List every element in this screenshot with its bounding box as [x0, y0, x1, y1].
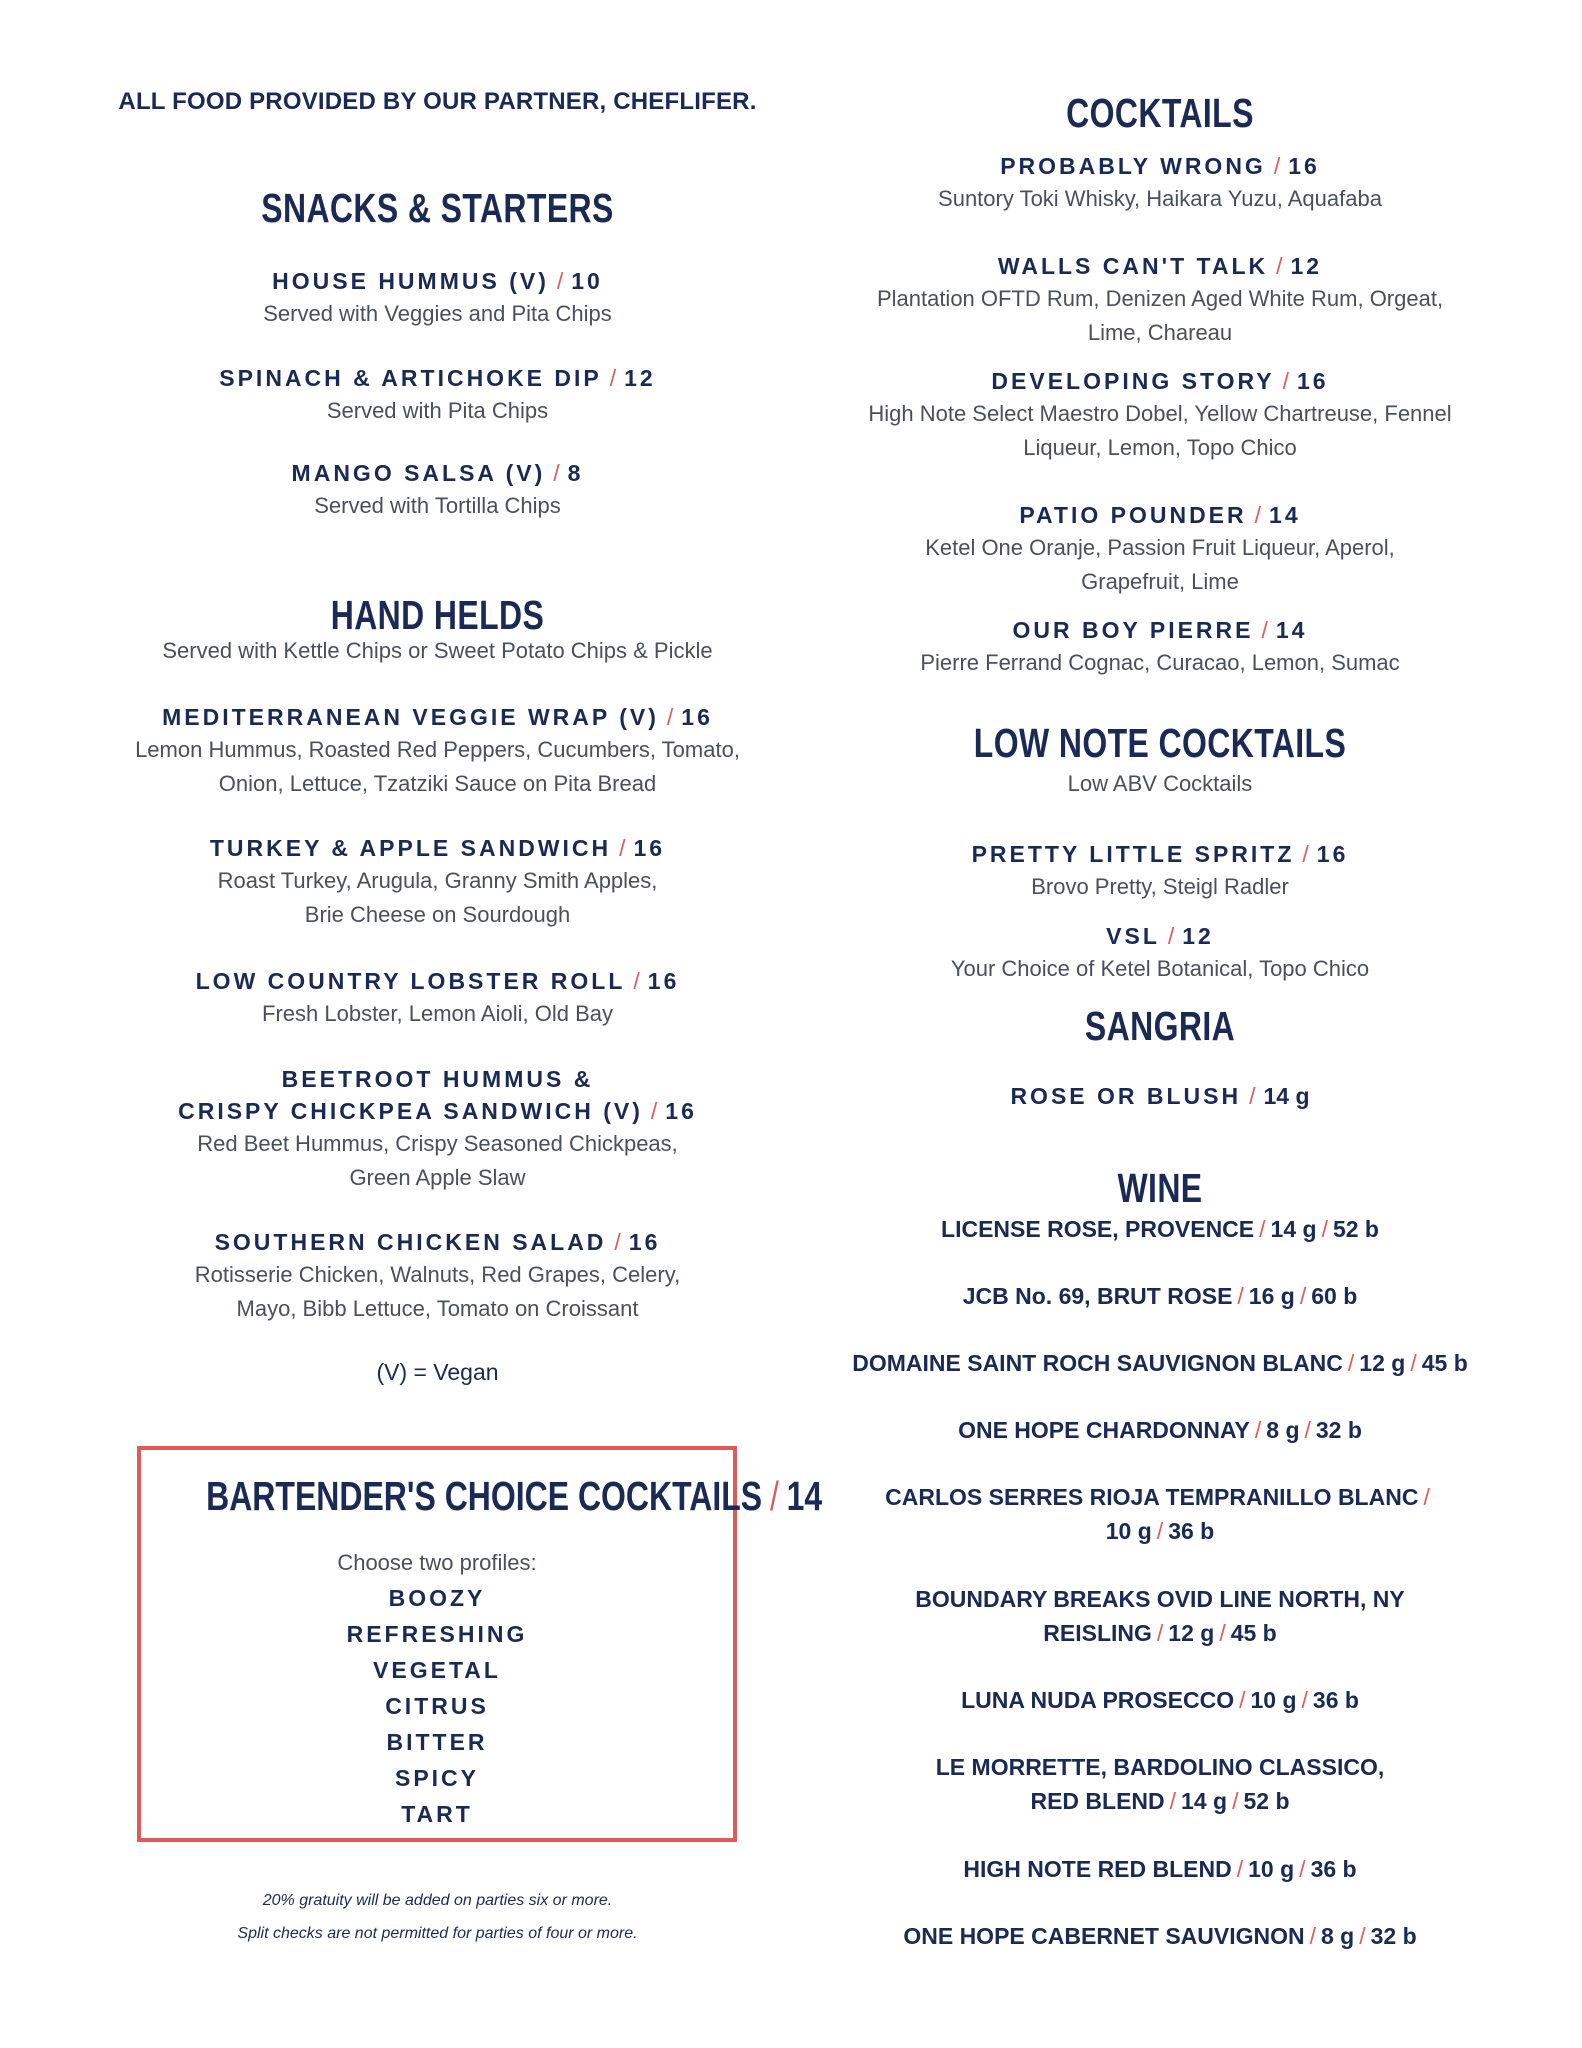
wine-bottle-price: 60 b [1311, 1283, 1358, 1309]
split-check-footnote: Split checks are not permitted for parties of four or more. [237, 1925, 638, 1942]
wine-name: RED BLEND [1030, 1788, 1165, 1814]
item-price: 16 [1288, 153, 1320, 179]
wine-item: LUNA NUDA PROSECCO / 10 g / 36 b [961, 1687, 1359, 1713]
bartenders-choice-box [137, 1446, 823, 1842]
item-name: SPINACH & ARTICHOKE DIP [219, 365, 602, 391]
wine-name: LUNA NUDA PROSECCO [961, 1687, 1235, 1713]
item-price: 16 [647, 968, 680, 994]
item-price: 12 [1290, 253, 1323, 279]
wine-glass-price: 12 g [1359, 1350, 1406, 1376]
item-description: Served with Veggies and Pita Chips [263, 301, 612, 326]
handhelds-subtitle: Served with Kettle Chips or Sweet Potato Chips & Pickle [162, 638, 713, 663]
wine-name: CARLOS SERRES RIOJA TEMPRANILLO BLANC [885, 1484, 1419, 1510]
item-price: 16 [665, 1098, 697, 1124]
profile-item: TART [401, 1801, 473, 1827]
wine-name: ONE HOPE CABERNET SAUVIGNON [903, 1923, 1305, 1949]
menu-item: LOW COUNTRY LOBSTER ROLL / 16 Fresh Lobster, Lemon Aioli, Old Bay [95, 965, 780, 1031]
menu-item: WALLS CAN'T TALK / 12 Plantation OFTD Rum, Denizen Aged White Rum, Orgeat, Lime, Chareau [820, 250, 1500, 350]
wine-glass-price: 8 g [1266, 1417, 1300, 1443]
item-description: Onion, Lettuce, Tzatziki Sauce on Pita Bread [218, 771, 657, 796]
profile-item: CITRUS [385, 1693, 489, 1719]
wine-glass-price: 12 g [1168, 1620, 1215, 1646]
sangria-heading: SANGRIA [1084, 1003, 1236, 1049]
item-description: Mayo, Bibb Lettuce, Tomato on Croissant [236, 1296, 639, 1321]
item-description: Pierre Ferrand Cognac, Curacao, Lemon, Sumac [920, 650, 1400, 675]
wine-name: REISLING [1043, 1620, 1152, 1646]
wine-name: LE MORRETTE, BARDOLINO CLASSICO, [935, 1754, 1385, 1780]
vegan-legend: (V) = Vegan [376, 1359, 499, 1385]
low-note-heading: LOW NOTE COCKTAILS [973, 720, 1347, 766]
wine-name: ONE HOPE CHARDONNAY [958, 1417, 1250, 1443]
item-price: 14 g [1263, 1083, 1310, 1109]
item-description: Plantation OFTD Rum, Denizen Aged White Rum, Orgeat, [876, 286, 1444, 311]
wine-item: LICENSE ROSE, PROVENCE / 14 g / 52 b [941, 1216, 1379, 1242]
menu-item: MANGO SALSA (V) / 8 Served with Tortilla Chips [95, 457, 780, 523]
partner-notice: ALL FOOD PROVIDED BY OUR PARTNER, CHEFLIFER. [118, 88, 757, 115]
profile-list [141, 1580, 733, 1832]
gratuity-footnote: 20% gratuity will be added on parties six or more. [262, 1892, 613, 1909]
item-name: MEDITERRANEAN VEGGIE WRAP (V) [162, 704, 659, 730]
bartenders-choice-subtitle: Choose two profiles: [337, 1550, 537, 1575]
menu-item: VSL / 12 Your Choice of Ketel Botanical, Topo Chico [820, 920, 1500, 986]
item-price: 16 [1316, 841, 1349, 867]
wine-item: BOUNDARY BREAKS OVID LINE NORTH, NY REISLING / 12 g / 45 b [820, 1582, 1500, 1650]
wine-item: DOMAINE SAINT ROCH SAUVIGNON BLANC / 12 g / 45 b [852, 1350, 1468, 1376]
menu-item: SPINACH & ARTICHOKE DIP / 12 Served with Pita Chips [95, 362, 780, 428]
item-description: Lime, Chareau [1087, 320, 1233, 345]
item-name: SOUTHERN CHICKEN SALAD [214, 1229, 607, 1255]
item-price: 14 [1269, 502, 1301, 528]
item-description: Rotisserie Chicken, Walnuts, Red Grapes, Celery, [194, 1262, 681, 1287]
item-description: Liqueur, Lemon, Topo Chico [1023, 435, 1297, 460]
item-name: HOUSE HUMMUS (V) [272, 268, 549, 294]
wine-glass-price: 8 g [1321, 1923, 1355, 1949]
item-name: LOW COUNTRY LOBSTER ROLL [195, 968, 626, 994]
item-price: 16 [628, 1229, 661, 1255]
item-description: Served with Tortilla Chips [314, 493, 561, 518]
menu-item: PROBABLY WRONG / 16 Suntory Toki Whisky, Haikara Yuzu, Aquafaba [820, 150, 1500, 216]
item-description: Suntory Toki Whisky, Haikara Yuzu, Aquafaba [938, 186, 1382, 211]
wine-name: BOUNDARY BREAKS OVID LINE NORTH, NY [915, 1586, 1405, 1612]
item-name: OUR BOY PIERRE [1012, 617, 1254, 643]
menu-item: TURKEY & APPLE SANDWICH / 16 Roast Turkey, Arugula, Granny Smith Apples, Brie Cheese on Sourdough [95, 832, 780, 932]
wine-glass-price: 14 g [1181, 1788, 1228, 1814]
item-price: 16 [633, 835, 666, 861]
wine-name: HIGH NOTE RED BLEND [963, 1856, 1232, 1882]
menu-item: HOUSE HUMMUS (V) / 10 Served with Veggies and Pita Chips [95, 265, 780, 331]
profile-item: VEGETAL [373, 1657, 501, 1683]
item-name: PROBABLY WRONG [1000, 153, 1266, 179]
item-description: Ketel One Oranje, Passion Fruit Liqueur, Aperol, [925, 535, 1395, 560]
menu-item: OUR BOY PIERRE / 14 Pierre Ferrand Cognac, Curacao, Lemon, Sumac [820, 614, 1500, 680]
item-price: 8 [567, 460, 584, 486]
wine-glass-price: 10 g [1105, 1518, 1152, 1544]
item-description: Fresh Lobster, Lemon Aioli, Old Bay [262, 1001, 613, 1026]
profile-item: BOOZY [388, 1585, 486, 1611]
item-description: High Note Select Maestro Dobel, Yellow Chartreuse, Fennel [868, 401, 1452, 426]
item-description: Red Beet Hummus, Crispy Seasoned Chickpeas, [197, 1131, 678, 1156]
profile-item: BITTER [386, 1729, 488, 1755]
low-note-subtitle: Low ABV Cocktails [1067, 771, 1253, 796]
wine-name: DOMAINE SAINT ROCH SAUVIGNON BLANC [852, 1350, 1343, 1376]
wine-bottle-price: 36 b [1168, 1518, 1215, 1544]
item-price: 12 [624, 365, 656, 391]
menu-item: SOUTHERN CHICKEN SALAD / 16 Rotisserie Chicken, Walnuts, Red Grapes, Celery, Mayo, Bibb Lettuce, Tomato on Croissant [95, 1226, 780, 1326]
wine-glass-price: 10 g [1250, 1687, 1297, 1713]
item-description: Brovo Pretty, Steigl Radler [1031, 874, 1289, 899]
wine-name: LICENSE ROSE, PROVENCE [941, 1216, 1255, 1242]
wine-bottle-price: 36 b [1312, 1687, 1359, 1713]
wine-heading: WINE [1117, 1165, 1203, 1211]
item-description: Lemon Hummus, Roasted Red Peppers, Cucumbers, Tomato, [135, 737, 740, 762]
bartenders-choice-price: 14 [786, 1473, 823, 1519]
item-description: Brie Cheese on Sourdough [304, 902, 571, 927]
wine-bottle-price: 52 b [1243, 1788, 1290, 1814]
bartenders-choice-heading: BARTENDER'S CHOICE COCKTAILS / 14 [206, 1473, 823, 1519]
menu-item: MEDITERRANEAN VEGGIE WRAP (V) / 16 Lemon Hummus, Roasted Red Peppers, Cucumbers, Tomato, Onion, Lettuce, Tzatziki Sauce on Pita Bread [95, 701, 780, 801]
profile-item: REFRESHING [346, 1621, 528, 1647]
wine-bottle-price: 52 b [1332, 1216, 1379, 1242]
wine-glass-price: 16 g [1248, 1283, 1295, 1309]
item-price: 16 [1296, 368, 1329, 394]
cocktails-heading: COCKTAILS [1066, 90, 1254, 136]
handhelds-heading: HAND HELDS [330, 592, 545, 638]
item-name: BEETROOT HUMMUS & [281, 1066, 594, 1092]
item-description: Grapefruit, Lime [1081, 569, 1239, 594]
item-price: 12 [1182, 923, 1214, 949]
wine-bottle-price: 45 b [1421, 1350, 1468, 1376]
item-price: 14 [1275, 617, 1308, 643]
bartenders-choice-title: BARTENDER'S CHOICE COCKTAILS [206, 1473, 763, 1519]
wine-bottle-price: 32 b [1315, 1417, 1362, 1443]
item-name: DEVELOPING STORY [991, 368, 1275, 394]
item-description: Served with Pita Chips [326, 398, 549, 423]
wine-bottle-price: 32 b [1370, 1923, 1417, 1949]
item-description: Your Choice of Ketel Botanical, Topo Chico [950, 956, 1370, 981]
menu-item: DEVELOPING STORY / 16 High Note Select Maestro Dobel, Yellow Chartreuse, Fennel Liqueur, Lemon, Topo Chico [820, 365, 1500, 465]
item-name: VSL [1106, 923, 1160, 949]
menu-item: ROSE OR BLUSH / 14 g [1010, 1083, 1310, 1109]
item-name: CRISPY CHICKPEA SANDWICH (V) [178, 1098, 643, 1124]
profile-item: SPICY [394, 1765, 480, 1791]
item-price: 10 [571, 268, 603, 294]
wine-bottle-price: 45 b [1230, 1620, 1277, 1646]
wine-item: HIGH NOTE RED BLEND / 10 g / 36 b [963, 1856, 1357, 1882]
wine-glass-price: 10 g [1248, 1856, 1295, 1882]
wine-item: CARLOS SERRES RIOJA TEMPRANILLO BLANC / 10 g / 36 b [885, 1484, 1430, 1544]
item-name: WALLS CAN'T TALK [997, 253, 1269, 279]
item-name: PATIO POUNDER [1019, 502, 1247, 528]
menu-item: PRETTY LITTLE SPRITZ / 16 Brovo Pretty, Steigl Radler [820, 838, 1500, 904]
item-name: TURKEY & APPLE SANDWICH [209, 835, 612, 861]
wine-item: JCB No. 69, BRUT ROSE / 16 g / 60 b [962, 1283, 1358, 1309]
snacks-heading: SNACKS & STARTERS [261, 185, 614, 231]
item-name: ROSE OR BLUSH [1010, 1083, 1242, 1109]
wine-bottle-price: 36 b [1310, 1856, 1357, 1882]
wine-item: ONE HOPE CABERNET SAUVIGNON / 8 g / 32 b [903, 1923, 1417, 1949]
menu-item: PATIO POUNDER / 14 Ketel One Oranje, Passion Fruit Liqueur, Aperol, Grapefruit, Lime [820, 499, 1500, 599]
wine-glass-price: 14 g [1270, 1216, 1317, 1242]
item-price: 16 [681, 704, 713, 730]
item-name: PRETTY LITTLE SPRITZ [971, 841, 1295, 867]
wine-item: ONE HOPE CHARDONNAY / 8 g / 32 b [958, 1417, 1362, 1443]
item-name: MANGO SALSA (V) [291, 460, 546, 486]
wine-item: LE MORRETTE, BARDOLINO CLASSICO, RED BLEND / 14 g / 52 b [820, 1750, 1500, 1818]
item-description: Green Apple Slaw [349, 1165, 526, 1190]
menu-item: BEETROOT HUMMUS & CRISPY CHICKPEA SANDWICH (V) / 16 Red Beet Hummus, Crispy Seasoned Chickpeas, Green Apple Slaw [95, 1063, 780, 1195]
item-description: Roast Turkey, Arugula, Granny Smith Apples, [217, 868, 658, 893]
wine-name: JCB No. 69, BRUT ROSE [962, 1283, 1233, 1309]
